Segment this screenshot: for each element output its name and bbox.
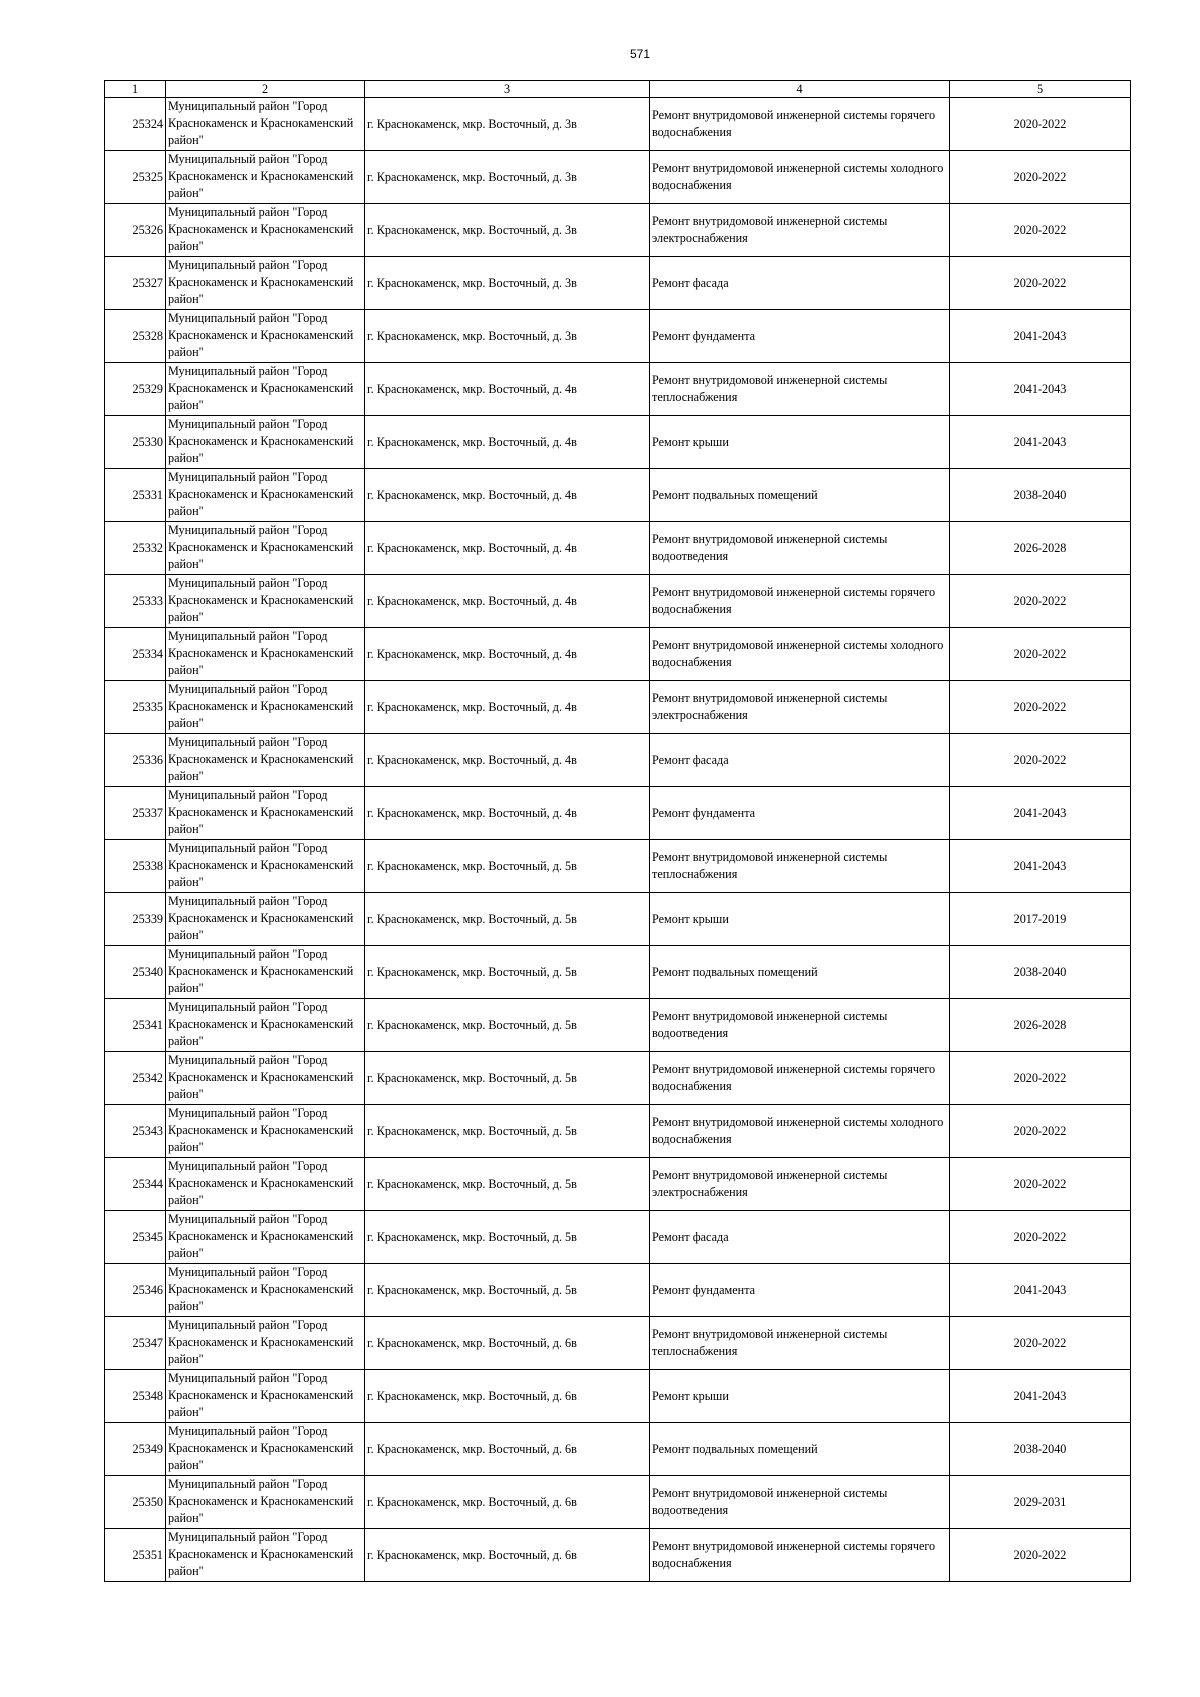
work-type-cell: Ремонт внутридомовой инженерной системы водоотведения <box>650 999 950 1052</box>
municipality-cell: Муниципальный район "Город Краснокаменск и Краснокаменский район" <box>166 1211 365 1264</box>
work-type-cell: Ремонт внутридомовой инженерной системы холодного водоснабжения <box>650 1105 950 1158</box>
municipality-cell: Муниципальный район "Город Краснокаменск и Краснокаменский район" <box>166 257 365 310</box>
municipality-cell: Муниципальный район "Город Краснокаменск и Краснокаменский район" <box>166 1158 365 1211</box>
period-cell: 2038-2040 <box>950 469 1131 522</box>
work-type-cell: Ремонт крыши <box>650 1370 950 1423</box>
table-row <box>105 1529 1131 1582</box>
municipality-cell: Муниципальный район "Город Краснокаменск и Краснокаменский район" <box>166 469 365 522</box>
row-number-cell: 25346 <box>105 1264 166 1317</box>
row-number-cell: 25343 <box>105 1105 166 1158</box>
period-cell: 2041-2043 <box>950 787 1131 840</box>
municipality-cell: Муниципальный район "Город Краснокаменск и Краснокаменский район" <box>166 1529 365 1582</box>
work-type-cell: Ремонт внутридомовой инженерной системы горячего водоснабжения <box>650 1052 950 1105</box>
row-number-cell: 25326 <box>105 204 166 257</box>
row-number-cell: 25338 <box>105 840 166 893</box>
work-type-cell: Ремонт фасада <box>650 1211 950 1264</box>
page-number: 571 <box>629 47 651 61</box>
period-cell: 2020-2022 <box>950 575 1131 628</box>
row-number-cell: 25325 <box>105 151 166 204</box>
work-type-cell: Ремонт подвальных помещений <box>650 1423 950 1476</box>
municipality-cell: Муниципальный район "Город Краснокаменск и Краснокаменский район" <box>166 151 365 204</box>
work-type-cell: Ремонт фундамента <box>650 1264 950 1317</box>
work-type-cell: Ремонт фундамента <box>650 310 950 363</box>
address-cell: г. Краснокаменск, мкр. Восточный, д. 3в <box>365 257 650 310</box>
period-cell: 2041-2043 <box>950 840 1131 893</box>
work-type-cell: Ремонт внутридомовой инженерной системы теплоснабжения <box>650 1317 950 1370</box>
table-row <box>105 1158 1131 1211</box>
municipality-cell: Муниципальный район "Город Краснокаменск и Краснокаменский район" <box>166 681 365 734</box>
address-cell: г. Краснокаменск, мкр. Восточный, д. 6в <box>365 1317 650 1370</box>
period-cell: 2026-2028 <box>950 522 1131 575</box>
row-number-cell: 25328 <box>105 310 166 363</box>
table-row <box>105 1264 1131 1317</box>
row-number-cell: 25341 <box>105 999 166 1052</box>
period-cell: 2038-2040 <box>950 1423 1131 1476</box>
work-type-cell: Ремонт внутридомовой инженерной системы водоотведения <box>650 522 950 575</box>
address-cell: г. Краснокаменск, мкр. Восточный, д. 6в <box>365 1476 650 1529</box>
table-row <box>105 257 1131 310</box>
table-row <box>105 98 1131 151</box>
table-row <box>105 628 1131 681</box>
municipality-cell: Муниципальный район "Город Краснокаменск и Краснокаменский район" <box>166 628 365 681</box>
municipality-cell: Муниципальный район "Город Краснокаменск и Краснокаменский район" <box>166 787 365 840</box>
municipality-cell: Муниципальный район "Город Краснокаменск и Краснокаменский район" <box>166 1105 365 1158</box>
period-cell: 2041-2043 <box>950 416 1131 469</box>
period-cell: 2029-2031 <box>950 1476 1131 1529</box>
row-number-cell: 25324 <box>105 98 166 151</box>
work-type-cell: Ремонт внутридомовой инженерной системы электроснабжения <box>650 681 950 734</box>
column-header-2: 2 <box>166 81 365 98</box>
table-header <box>105 81 1131 98</box>
table-row <box>105 840 1131 893</box>
table-row <box>105 1105 1131 1158</box>
municipality-cell: Муниципальный район "Город Краснокаменск и Краснокаменский район" <box>166 575 365 628</box>
row-number-cell: 25344 <box>105 1158 166 1211</box>
municipality-cell: Муниципальный район "Город Краснокаменск и Краснокаменский район" <box>166 1317 365 1370</box>
municipality-cell: Муниципальный район "Город Краснокаменск и Краснокаменский район" <box>166 734 365 787</box>
work-type-cell: Ремонт подвальных помещений <box>650 469 950 522</box>
period-cell: 2041-2043 <box>950 363 1131 416</box>
address-cell: г. Краснокаменск, мкр. Восточный, д. 5в <box>365 1264 650 1317</box>
address-cell: г. Краснокаменск, мкр. Восточный, д. 4в <box>365 734 650 787</box>
address-cell: г. Краснокаменск, мкр. Восточный, д. 5в <box>365 840 650 893</box>
address-cell: г. Краснокаменск, мкр. Восточный, д. 5в <box>365 999 650 1052</box>
period-cell: 2026-2028 <box>950 999 1131 1052</box>
address-cell: г. Краснокаменск, мкр. Восточный, д. 5в <box>365 893 650 946</box>
table-row <box>105 1211 1131 1264</box>
row-number-cell: 25335 <box>105 681 166 734</box>
period-cell: 2017-2019 <box>950 893 1131 946</box>
work-type-cell: Ремонт внутридомовой инженерной системы горячего водоснабжения <box>650 98 950 151</box>
table-row <box>105 151 1131 204</box>
municipality-cell: Муниципальный район "Город Краснокаменск и Краснокаменский район" <box>166 363 365 416</box>
work-type-cell: Ремонт внутридомовой инженерной системы электроснабжения <box>650 204 950 257</box>
row-number-cell: 25351 <box>105 1529 166 1582</box>
work-type-cell: Ремонт внутридомовой инженерной системы горячего водоснабжения <box>650 1529 950 1582</box>
period-cell: 2041-2043 <box>950 1264 1131 1317</box>
period-cell: 2020-2022 <box>950 1211 1131 1264</box>
work-type-cell: Ремонт внутридомовой инженерной системы холодного водоснабжения <box>650 151 950 204</box>
municipality-cell: Муниципальный район "Город Краснокаменск и Краснокаменский район" <box>166 999 365 1052</box>
municipality-cell: Муниципальный район "Город Краснокаменск и Краснокаменский район" <box>166 522 365 575</box>
address-cell: г. Краснокаменск, мкр. Восточный, д. 4в <box>365 575 650 628</box>
municipality-cell: Муниципальный район "Город Краснокаменск и Краснокаменский район" <box>166 416 365 469</box>
row-number-cell: 25332 <box>105 522 166 575</box>
header-row <box>105 81 1131 98</box>
row-number-cell: 25345 <box>105 1211 166 1264</box>
registry-table <box>104 80 1131 1582</box>
address-cell: г. Краснокаменск, мкр. Восточный, д. 3в <box>365 310 650 363</box>
row-number-cell: 25350 <box>105 1476 166 1529</box>
row-number-cell: 25329 <box>105 363 166 416</box>
table-row <box>105 416 1131 469</box>
row-number-cell: 25340 <box>105 946 166 999</box>
row-number-cell: 25331 <box>105 469 166 522</box>
address-cell: г. Краснокаменск, мкр. Восточный, д. 5в <box>365 946 650 999</box>
address-cell: г. Краснокаменск, мкр. Восточный, д. 5в <box>365 1211 650 1264</box>
table-row <box>105 522 1131 575</box>
table-row <box>105 1423 1131 1476</box>
column-header-4: 4 <box>650 81 950 98</box>
table-row <box>105 681 1131 734</box>
period-cell: 2038-2040 <box>950 946 1131 999</box>
table-row <box>105 1370 1131 1423</box>
work-type-cell: Ремонт внутридомовой инженерной системы теплоснабжения <box>650 363 950 416</box>
work-type-cell: Ремонт подвальных помещений <box>650 946 950 999</box>
row-number-cell: 25349 <box>105 1423 166 1476</box>
table-row <box>105 1317 1131 1370</box>
municipality-cell: Муниципальный район "Город Краснокаменск и Краснокаменский район" <box>166 310 365 363</box>
period-cell: 2020-2022 <box>950 734 1131 787</box>
period-cell: 2020-2022 <box>950 1158 1131 1211</box>
municipality-cell: Муниципальный район "Город Краснокаменск и Краснокаменский район" <box>166 1476 365 1529</box>
address-cell: г. Краснокаменск, мкр. Восточный, д. 3в <box>365 151 650 204</box>
work-type-cell: Ремонт фасада <box>650 734 950 787</box>
table-row <box>105 363 1131 416</box>
table-row <box>105 469 1131 522</box>
column-header-3: 3 <box>365 81 650 98</box>
address-cell: г. Краснокаменск, мкр. Восточный, д. 5в <box>365 1052 650 1105</box>
work-type-cell: Ремонт внутридомовой инженерной системы электроснабжения <box>650 1158 950 1211</box>
work-type-cell: Ремонт фундамента <box>650 787 950 840</box>
row-number-cell: 25330 <box>105 416 166 469</box>
work-type-cell: Ремонт внутридомовой инженерной системы холодного водоснабжения <box>650 628 950 681</box>
row-number-cell: 25339 <box>105 893 166 946</box>
row-number-cell: 25336 <box>105 734 166 787</box>
period-cell: 2020-2022 <box>950 1317 1131 1370</box>
row-number-cell: 25342 <box>105 1052 166 1105</box>
row-number-cell: 25337 <box>105 787 166 840</box>
address-cell: г. Краснокаменск, мкр. Восточный, д. 4в <box>365 363 650 416</box>
period-cell: 2041-2043 <box>950 310 1131 363</box>
address-cell: г. Краснокаменск, мкр. Восточный, д. 4в <box>365 416 650 469</box>
period-cell: 2020-2022 <box>950 1052 1131 1105</box>
address-cell: г. Краснокаменск, мкр. Восточный, д. 5в <box>365 1158 650 1211</box>
column-header-5: 5 <box>950 81 1131 98</box>
address-cell: г. Краснокаменск, мкр. Восточный, д. 3в <box>365 98 650 151</box>
municipality-cell: Муниципальный район "Город Краснокаменск и Краснокаменский район" <box>166 1423 365 1476</box>
period-cell: 2020-2022 <box>950 1529 1131 1582</box>
row-number-cell: 25334 <box>105 628 166 681</box>
period-cell: 2020-2022 <box>950 681 1131 734</box>
address-cell: г. Краснокаменск, мкр. Восточный, д. 4в <box>365 522 650 575</box>
address-cell: г. Краснокаменск, мкр. Восточный, д. 4в <box>365 787 650 840</box>
period-cell: 2020-2022 <box>950 98 1131 151</box>
work-type-cell: Ремонт крыши <box>650 893 950 946</box>
work-type-cell: Ремонт внутридомовой инженерной системы горячего водоснабжения <box>650 575 950 628</box>
address-cell: г. Краснокаменск, мкр. Восточный, д. 4в <box>365 628 650 681</box>
row-number-cell: 25327 <box>105 257 166 310</box>
table-row <box>105 1476 1131 1529</box>
address-cell: г. Краснокаменск, мкр. Восточный, д. 6в <box>365 1529 650 1582</box>
table-row <box>105 1052 1131 1105</box>
column-header-1: 1 <box>105 81 166 98</box>
address-cell: г. Краснокаменск, мкр. Восточный, д. 4в <box>365 469 650 522</box>
work-type-cell: Ремонт крыши <box>650 416 950 469</box>
address-cell: г. Краснокаменск, мкр. Восточный, д. 6в <box>365 1423 650 1476</box>
table-row <box>105 310 1131 363</box>
municipality-cell: Муниципальный район "Город Краснокаменск и Краснокаменский район" <box>166 204 365 257</box>
address-cell: г. Краснокаменск, мкр. Восточный, д. 6в <box>365 1370 650 1423</box>
period-cell: 2020-2022 <box>950 204 1131 257</box>
period-cell: 2020-2022 <box>950 1105 1131 1158</box>
municipality-cell: Муниципальный район "Город Краснокаменск и Краснокаменский район" <box>166 840 365 893</box>
table-row <box>105 575 1131 628</box>
work-type-cell: Ремонт внутридомовой инженерной системы теплоснабжения <box>650 840 950 893</box>
row-number-cell: 25348 <box>105 1370 166 1423</box>
municipality-cell: Муниципальный район "Город Краснокаменск и Краснокаменский район" <box>166 98 365 151</box>
table-row <box>105 893 1131 946</box>
municipality-cell: Муниципальный район "Город Краснокаменск и Краснокаменский район" <box>166 1052 365 1105</box>
table-body <box>105 98 1131 1582</box>
address-cell: г. Краснокаменск, мкр. Восточный, д. 4в <box>365 681 650 734</box>
period-cell: 2041-2043 <box>950 1370 1131 1423</box>
row-number-cell: 25347 <box>105 1317 166 1370</box>
table-row <box>105 787 1131 840</box>
address-cell: г. Краснокаменск, мкр. Восточный, д. 5в <box>365 1105 650 1158</box>
municipality-cell: Муниципальный район "Город Краснокаменск и Краснокаменский район" <box>166 946 365 999</box>
table-row <box>105 946 1131 999</box>
table-row <box>105 204 1131 257</box>
work-type-cell: Ремонт внутридомовой инженерной системы водоотведения <box>650 1476 950 1529</box>
row-number-cell: 25333 <box>105 575 166 628</box>
table-row <box>105 734 1131 787</box>
work-type-cell: Ремонт фасада <box>650 257 950 310</box>
municipality-cell: Муниципальный район "Город Краснокаменск и Краснокаменский район" <box>166 893 365 946</box>
municipality-cell: Муниципальный район "Город Краснокаменск и Краснокаменский район" <box>166 1370 365 1423</box>
period-cell: 2020-2022 <box>950 628 1131 681</box>
period-cell: 2020-2022 <box>950 151 1131 204</box>
municipality-cell: Муниципальный район "Город Краснокаменск и Краснокаменский район" <box>166 1264 365 1317</box>
period-cell: 2020-2022 <box>950 257 1131 310</box>
table-row <box>105 999 1131 1052</box>
address-cell: г. Краснокаменск, мкр. Восточный, д. 3в <box>365 204 650 257</box>
